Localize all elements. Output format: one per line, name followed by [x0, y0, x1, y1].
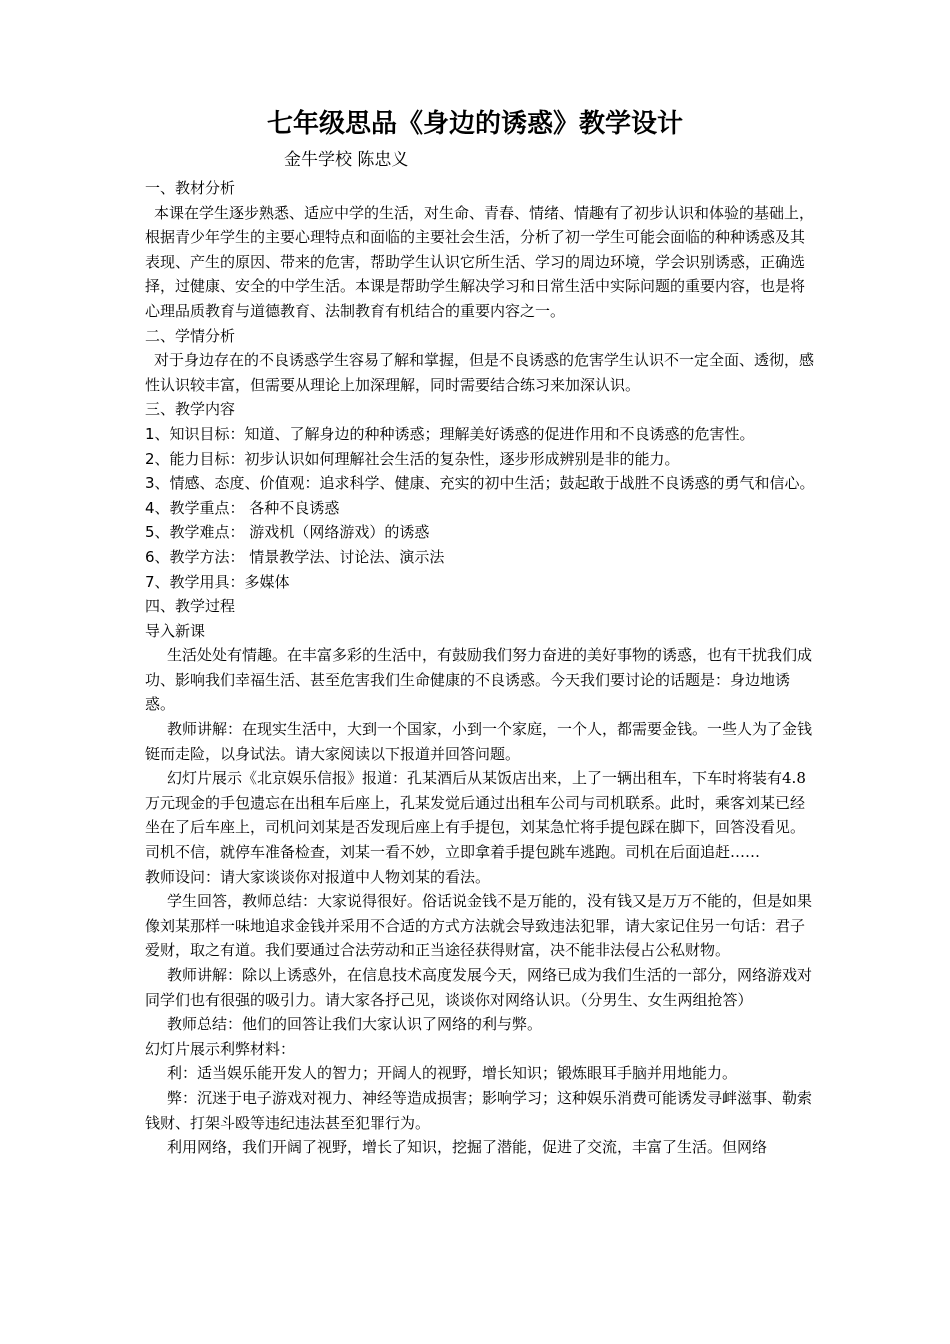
document-title: 七年级思品《身边的诱惑》教学设计: [266, 109, 683, 139]
list-item: 2、能力目标：初步认识如何理解社会生活的复杂性，逐步形成辨别是非的能力。: [145, 449, 680, 468]
section-heading: 二、学情分析: [145, 326, 236, 345]
paragraph: 弊：沉迷于电子游戏对视力、神经等造成损害；影响学习；这种娱乐消费可能诱发寻衅滋事、勒索钱财、打架斗殴等违纪违法甚至犯罪行为。: [145, 1088, 813, 1132]
list-item: 5、教学难点： 游戏机（网络游戏）的诱惑: [145, 523, 430, 542]
list-item: 1、知识目标：知道、了解身边的种种诱惑；理解美好诱惑的促进作用和不良诱惑的危害性。: [145, 424, 755, 443]
author-line: 金牛学校 陈忠义: [284, 150, 409, 170]
paragraph: 利用网络，我们开阔了视野，增长了知识，挖掘了潜能，促进了交流，丰富了生活。但网络: [167, 1138, 768, 1157]
subsection-heading: 导入新课: [145, 621, 206, 640]
paragraph: 利：适当娱乐能开发人的智力；开阔人的视野，增长知识；锻炼眼耳手脑并用地能力。: [167, 1064, 738, 1083]
paragraph: 教师设问：请大家谈谈你对报道中人物刘某的看法。: [145, 867, 491, 886]
list-item: 3、情感、态度、价值观：追求科学、健康、充实的初中生活；鼓起敢于战胜不良诱惑的勇气和信心。: [145, 474, 815, 493]
document-body: [145, 176, 815, 1160]
paragraph: 教师讲解：在现实生活中，大到一个国家，小到一个家庭，一个人，都需要金钱。一些人为了金钱铤而走险，以身试法。请大家阅读以下报道并回答问题。: [145, 720, 813, 763]
section-heading: 四、教学过程: [145, 597, 236, 616]
paragraph: 学生回答，教师总结：大家说得很好。俗话说金钱不是万能的，没有钱又是万万不能的，但是如果像刘某那样一味地追求金钱并采用不合适的方式方法就会导致违法犯罪，请大家记住另一句话：君子爱财，取之有道。我们要通过合法劳动和正当途径获得财富，决不能非法侵占公私财物。: [145, 892, 813, 960]
paragraph: 生活处处有情趣。在丰富多彩的生活中，有鼓励我们努力奋进的美好事物的诱惑，也有干扰我们成功、影响我们幸福生活、甚至危害我们生命健康的不良诱惑。今天我们要讨论的话题是：身边地诱惑。: [145, 646, 813, 714]
list-item: 6、教学方法： 情景教学法、讨论法、演示法: [145, 547, 445, 566]
paragraph: 教师总结：他们的回答让我们大家认识了网络的利与弊。: [167, 1015, 543, 1034]
paragraph: 对于身边存在的不良诱惑学生容易了解和掌握，但是不良诱惑的危害学生认识不一定全面、透彻，感性认识较丰富，但需要从理论上加深理解，同时需要结合练习来加深认识。: [145, 351, 815, 394]
list-item: 7、教学用具：多媒体: [145, 572, 290, 591]
section-heading: 一、教材分析: [145, 179, 236, 197]
section-heading: 三、教学内容: [145, 400, 236, 419]
list-item: 4、教学重点： 各种不良诱惑: [145, 498, 340, 517]
paragraph: 本课在学生逐步熟悉、适应中学的生活，对生命、青春、情绪、情趣有了初步认识和体验的基础上，根据青少年学生的主要心理特点和面临的主要社会生活，分析了初一学生可能会面临的种种诱惑及其表现、产生的原因、带来的危害，帮助学生认识它所生活、学习的周边环境，学会识别诱惑，正确选择，过健康、安全的中学生活。本课是帮助学生解决学习和日常生活中实际问题的重要内容，也是将心理品质教育与道德教育、法制教育有机结合的重要内容之一。: [145, 203, 815, 320]
paragraph: 幻灯片展示《北京娱乐信报》报道：孔某酒后从某饭店出来，上了一辆出租车，下车时将装有4.8万元现金的手包遗忘在出租车后座上，孔某发觉后通过出租车公司与司机联系。此时，乘客刘某已经坐在了后车座上，司机问刘某是否发现后座上有手提包，刘某急忙将手提包踩在脚下，回答没看见。司机不信，就停车准备检查，刘某一看不妙，立即拿着手提包跳车逃跑。司机在后面追赶……: [145, 769, 806, 862]
paragraph: 幻灯片展示利弊材料：: [145, 1039, 296, 1058]
paragraph: 教师讲解：除以上诱惑外，在信息技术高度发展今天，网络已成为我们生活的一部分，网络游戏对同学们也有很强的吸引力。请大家各抒己见，谈谈你对网络认识。（分男生、女生两组抢答）: [145, 966, 813, 1009]
